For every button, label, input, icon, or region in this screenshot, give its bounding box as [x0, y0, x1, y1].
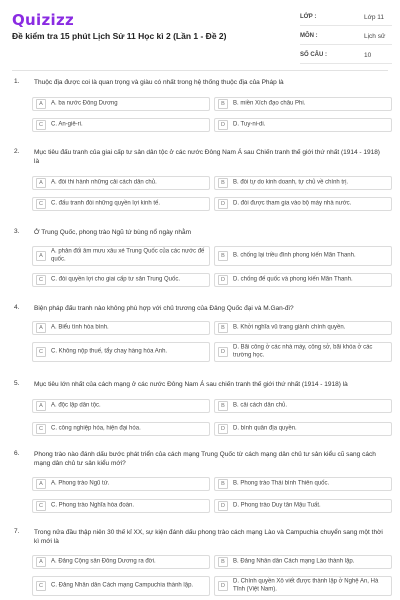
- question-text: Trong nửa đầu thập niên 30 thế kỉ XX, sự kiện đánh dấu phong trào cách mạng Lào và Campuchia chuyển sang một thời kì mới là: [34, 529, 383, 545]
- exam-meta: [300, 10, 392, 67]
- option-a[interactable]: [32, 555, 210, 569]
- option-d[interactable]: [214, 118, 392, 132]
- question-number: 5.: [14, 380, 20, 387]
- option-letter: C: [36, 581, 46, 591]
- option-a[interactable]: [32, 321, 210, 335]
- option-c[interactable]: [32, 499, 210, 513]
- option-letter: C: [36, 199, 46, 209]
- meta-row-class: [300, 10, 392, 26]
- meta-label: LỚP :: [300, 14, 317, 20]
- option-letter: A: [36, 99, 46, 109]
- option-b[interactable]: [214, 555, 392, 569]
- question-text: Mục tiêu đấu tranh của giai cấp tư sản dân tộc ở các nước Đông Nam Á sau Chiến tranh thế giới thứ nhất (1914 - 1918) là: [34, 149, 380, 165]
- meta-value: Lớp 11: [364, 14, 385, 21]
- option-text: B. Đảng Nhân dân Cách mạng Lào thành lập.: [233, 558, 355, 565]
- option-letter: C: [36, 275, 46, 285]
- question-number: 4.: [14, 304, 20, 311]
- option-a[interactable]: [32, 246, 210, 266]
- option-text: B. cải cách dân chủ.: [233, 402, 288, 409]
- option-letter: C: [36, 120, 46, 130]
- option-text: C. công nghiệp hóa, hiện đại hóa.: [51, 425, 141, 432]
- option-text: D. Bãi công ở các nhà máy, công sở, bãi khóa ở các trường học.: [233, 344, 373, 358]
- meta-value: Lịch sử: [364, 33, 386, 40]
- option-letter: A: [36, 323, 46, 333]
- option-text: B. miền Xích đạo châu Phi.: [233, 100, 306, 107]
- option-text: D. Phong trào Duy tân Mậu Tuất.: [233, 502, 321, 509]
- meta-label: MÔN :: [300, 33, 318, 39]
- option-text: A. ba nước Đông Dương: [51, 100, 118, 107]
- option-letter: C: [36, 501, 46, 511]
- option-a[interactable]: [32, 399, 210, 413]
- question-number: 1.: [14, 78, 20, 85]
- meta-row-count: [300, 48, 392, 64]
- question-number: 6.: [14, 450, 20, 457]
- option-text: B. đòi tự do kinh doanh, tự chủ về chính trị.: [233, 179, 349, 186]
- option-letter: D: [218, 501, 228, 511]
- option-letter: A: [36, 557, 46, 567]
- option-letter: A: [36, 178, 46, 188]
- question-5: [0, 380, 400, 440]
- option-text: D. đòi được tham gia vào bộ máy nhà nước.: [233, 200, 352, 207]
- question-text: Ở Trung Quốc, phong trào Ngũ tứ bùng nổ ngày nhằm: [34, 229, 191, 236]
- question-6: [0, 450, 400, 520]
- option-c[interactable]: [32, 422, 210, 436]
- meta-value: 10: [364, 52, 372, 59]
- option-letter: D: [218, 199, 228, 209]
- option-b[interactable]: [214, 97, 392, 111]
- option-a[interactable]: [32, 477, 210, 491]
- option-letter: B: [218, 251, 228, 261]
- option-text: B. Phong trào Thái bình Thiên quốc.: [233, 480, 330, 487]
- question-4: [0, 304, 400, 374]
- option-c[interactable]: [32, 342, 210, 362]
- question-number: 7.: [14, 528, 20, 535]
- option-letter: B: [218, 99, 228, 109]
- option-text: D. bình quân địa quyền.: [233, 425, 297, 432]
- option-c[interactable]: [32, 197, 210, 211]
- option-d[interactable]: [214, 499, 392, 513]
- option-d[interactable]: [214, 273, 392, 287]
- option-text: C. đòi quyền lợi cho giai cấp tư sản Trung Quốc.: [51, 276, 181, 283]
- worksheet-header: [0, 0, 400, 68]
- option-text: A. Biểu tình hòa bình.: [51, 324, 109, 331]
- question-2: [0, 148, 400, 218]
- meta-label: SỐ CÂU :: [300, 52, 327, 58]
- option-letter: C: [36, 347, 46, 357]
- option-b[interactable]: [214, 246, 392, 266]
- option-c[interactable]: [32, 118, 210, 132]
- question-1: [0, 78, 400, 138]
- option-d[interactable]: [214, 422, 392, 436]
- question-text: Mục tiêu lớn nhất của cách mạng ở các nước Đông Nam Á sau chiến tranh thế giới thứ nhất (1914 - 1918) là: [34, 381, 348, 388]
- option-letter: B: [218, 323, 228, 333]
- option-letter: B: [218, 401, 228, 411]
- question-text: Biện pháp đấu tranh nào không phù hợp với chủ trương của Đảng Quốc đại và M.Gan-đi?: [34, 305, 294, 312]
- question-text: Thuộc địa được coi là quan trọng và giàu có nhất trong hệ thống thuộc địa của Pháp là: [34, 79, 284, 86]
- question-text: Phong trào nào đánh dấu bước phát triển của cách mạng Trung Quốc từ cách mạng dân chủ tư sản kiểu cũ sang cách mạng dân chủ tư sản kiểu mới?: [34, 451, 376, 467]
- option-text: D. chống đế quốc và phong kiến Mãn Thanh.: [233, 276, 353, 283]
- option-b[interactable]: [214, 477, 392, 491]
- option-letter: D: [218, 275, 228, 285]
- option-b[interactable]: [214, 321, 392, 335]
- option-text: D. Chính quyền Xô viết được thành lập ở Nghệ An, Hà Tĩnh (Việt Nam).: [233, 578, 379, 592]
- option-a[interactable]: [32, 97, 210, 111]
- question-number: 2.: [14, 148, 20, 155]
- option-letter: A: [36, 251, 46, 261]
- option-text: A. Phong trào Ngũ tứ.: [51, 480, 110, 487]
- option-a[interactable]: [32, 176, 210, 190]
- option-text: A. phản đối âm mưu xâu xé Trung Quốc của các nước đế quốc.: [51, 248, 205, 262]
- option-letter: A: [36, 479, 46, 489]
- question-number: 3.: [14, 228, 20, 235]
- option-c[interactable]: [32, 576, 210, 596]
- option-text: C. Phong trào Nghĩa hòa đoàn.: [51, 502, 135, 509]
- option-b[interactable]: [214, 176, 392, 190]
- option-letter: B: [218, 557, 228, 567]
- option-letter: A: [36, 401, 46, 411]
- option-text: C. đấu tranh đòi những quyền lợi kinh tế.: [51, 200, 161, 207]
- exam-title: Đề kiểm tra 15 phút Lịch Sử 11 Học kì 2 (Lần 1 - Đề 2): [12, 31, 227, 41]
- option-text: B. chống lại triều đình phong kiến Mãn Thanh.: [233, 252, 356, 259]
- option-d[interactable]: [214, 342, 392, 362]
- meta-row-subject: [300, 29, 392, 45]
- option-b[interactable]: [214, 399, 392, 413]
- option-letter: B: [218, 178, 228, 188]
- option-letter: D: [218, 581, 228, 591]
- option-letter: D: [218, 347, 228, 357]
- option-text: A. đòi thi hành những cải cách dân chủ.: [51, 179, 157, 186]
- option-c[interactable]: [32, 273, 210, 287]
- quizizz-logo[interactable]: Quizizz: [12, 11, 75, 29]
- question-7: [0, 528, 400, 600]
- option-letter: D: [218, 424, 228, 434]
- option-text: B. Khởi nghĩa vũ trang giành chính quyền.: [233, 324, 346, 331]
- option-letter: B: [218, 479, 228, 489]
- question-3: [0, 228, 400, 296]
- option-letter: D: [218, 120, 228, 130]
- option-d[interactable]: [214, 197, 392, 211]
- option-text: A. độc lập dân tộc.: [51, 402, 101, 409]
- header-divider: [12, 70, 388, 71]
- option-text: C. Đảng Nhân dân Cách mạng Campuchia thành lập.: [51, 582, 194, 589]
- option-letter: C: [36, 424, 46, 434]
- option-text: C. An-giê-ri.: [51, 121, 83, 128]
- option-text: D. Tuy-ni-di.: [233, 121, 266, 128]
- option-text: A. Đảng Cộng sản Đông Dương ra đời.: [51, 558, 156, 565]
- option-d[interactable]: [214, 576, 392, 596]
- option-text: C. Không nộp thuế, tẩy chay hàng hóa Anh.: [51, 348, 168, 355]
